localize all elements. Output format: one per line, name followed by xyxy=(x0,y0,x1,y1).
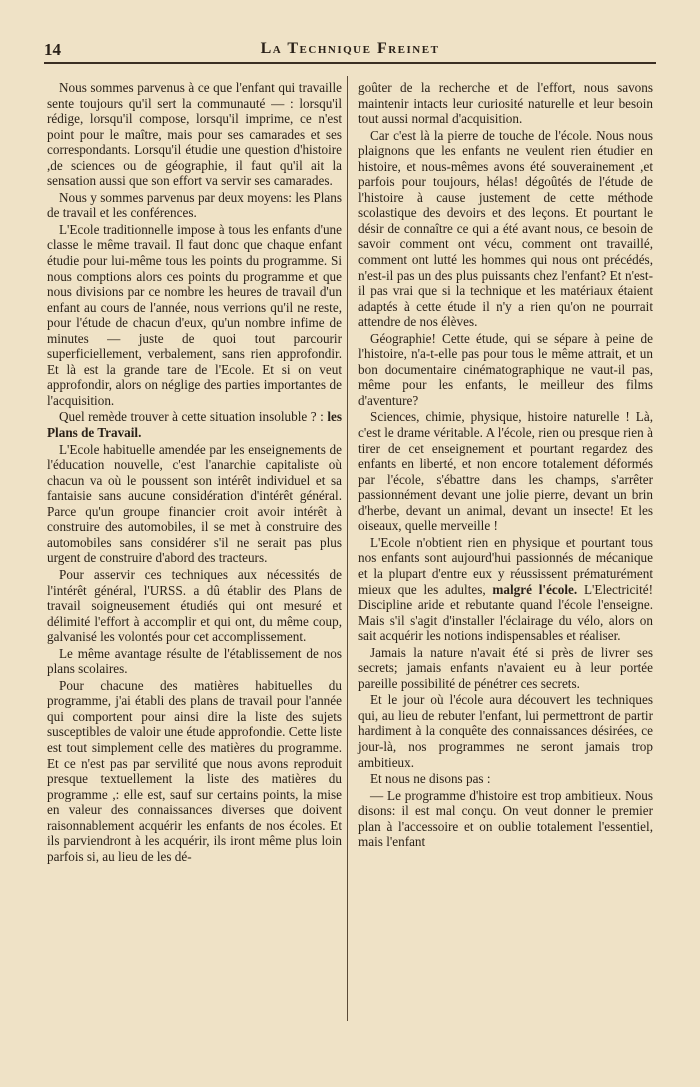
paragraph xyxy=(47,409,342,440)
paragraph xyxy=(358,771,653,787)
paragraph-text: Pour chacune des matières habituelles du programme, j'ai établi des plans de travail pour l'année qui comportent pour ainsi dire la liste des sujets susceptibles de valoir une étude approfondie. Cette liste est tout simplement celle des matières du programme. Et ce n'est pas par servilité que nous avons reproduit presque textuellement la liste des matières du programme ,: elle est, sauf sur certains points, la mise en valeur des connaissances diverses que doivent raisonnablement acquérir les enfants de nos écoles. Et ils parviendront à les acquérir, ils iront même plus loin parfois si, au lieu de les dé- xyxy=(47,677,342,864)
paragraph xyxy=(47,80,342,189)
paragraph xyxy=(358,409,653,533)
paragraph-text: Le même avantage résulte de l'établissement de nos plans scolaires. xyxy=(47,645,342,677)
paragraph-text: Nous sommes parvenus à ce que l'enfant qui travaille sente toujours qu'il sert la communauté — : lorsqu'il rédige, lorsqu'il compose, lorsqu'il imprime, ce n'est point pour le maître, mais pour ses camarades et ses correspondants. Lorsqu'il étudie une question d'histoire ,de sciences ou de géographie, il faut qu'il ait la sensation aussi que son effort va servir ses camarades. xyxy=(47,80,342,189)
paragraph-text: Quel remède trouver à cette situation insoluble ? : xyxy=(59,409,324,425)
paragraph xyxy=(358,788,653,850)
paragraph xyxy=(47,567,342,645)
emphasis-text: malgré l'école. xyxy=(492,581,578,597)
paragraph-text: — Le programme d'histoire est trop ambitieux. Nous disons: il est mal conçu. On veut donner le premier plan à l'accessoire et on oublie totalement l'essentiel, mais l'enfant xyxy=(358,787,653,850)
paragraph-text-continued: L'Electricité! Discipline aride et rebutante quand l'école l'enseigne. Mais s'il s'agit d'installer l'éclairage du vélo, alors on sait acquérir les notions indispensables et réaliser. xyxy=(358,581,653,644)
left-column xyxy=(47,80,342,865)
paragraph xyxy=(47,190,342,221)
paragraph xyxy=(358,645,653,692)
paragraph-text: Et nous ne disons pas : xyxy=(370,771,491,787)
emphasis-text: les Plans de Travail. xyxy=(47,409,342,441)
paragraph xyxy=(47,646,342,677)
column-divider xyxy=(347,76,348,1021)
paragraph-text: Sciences, chimie, physique, histoire naturelle ! Là, c'est le drame véritable. A l'école, rien ou presque rien à tirer de cet enseignement et pourtant regardez des enfants en liberté, et non encore totalement déformés par l'école, s'ébattre dans les champs, s'arrêter passionnément devant une jolie pierre, devant un brin d'herbe, devant un animal, devant un insecte! Et les oiseaux, quelle merveille ! xyxy=(358,409,653,534)
header-rule xyxy=(44,62,656,64)
paragraph xyxy=(47,222,342,409)
paragraph-text: Nous y sommes parvenus par deux moyens: les Plans de travail et les conférences. xyxy=(47,189,342,221)
paragraph xyxy=(47,678,342,865)
page-number: 14 xyxy=(44,40,61,59)
paragraph-text: Géographie! Cette étude, qui se sépare à peine de l'histoire, n'a-t-elle pas pour tous le même attrait, et un bon documentaire cinématographique ne vaut-il pas, même pour les enfants, le meilleur des films d'aventure? xyxy=(358,330,653,408)
paragraph xyxy=(358,331,653,409)
paragraph-text: L'Ecole traditionnelle impose à tous les enfants d'une classe le même travail. Il faut donc que chaque enfant étudie pour lui-même tous les points du programme. Si nous comptions alors ces points du programme et que nous divisions par ce nombre les heures de travail d'un enfant au cours de l'année, nous verrions qu'il ne reste, pour l'étude de chacun d'eux, qu'un nombre infime de minutes — juste de quoi tout parcourir superficiellement, verbalement, sans rien approfondir. Et là est la grande tare de l'Ecole. Et si on veut approfondir, alors on néglige des parties importantes de l'acquisition. xyxy=(47,221,342,408)
right-column xyxy=(358,80,653,851)
paragraph xyxy=(358,535,653,644)
paragraph-text: Car c'est là la pierre de touche de l'école. Nous nous plaignons que les enfants ne veulent rien étudier en histoire, et nous-mêmes avons été souverainement ,et parfois pour toujours, hélas! dégoûtés de l'étude de l'histoire à cause justement de cette méthode scolastique des devoirs et des leçons. Et pourtant le désir de connaître ce qui a été avant nous, ce besoin de savoir comment ont vécu, comment ont travaillé, comment ont lutté les hommes qui nous ont précédés, n'est-il pas un des plus puissants chez l'enfant? Et n'est-il pas vrai que si la technique et les matériaux étaient adaptés à cette étude il n'y a rien qu'on ne pourrait attendre de nos élèves. xyxy=(358,127,653,330)
paragraph-text: Et le jour où l'école aura découvert les techniques qui, au lieu de rebuter l'enfant, lui permettront de partir hardiment à la conquête des connaissances désirées, ce jour-là, nos programmes ne seront jamais trop ambitieux. xyxy=(358,692,653,770)
running-title: La Technique Freinet xyxy=(260,40,440,57)
paragraph-text: goûter de la recherche et de l'effort, nous savons maintenir intacts leur curiosité naturelle et leur besoin tout aussi normal d'acquisition. xyxy=(358,80,653,127)
paragraph xyxy=(47,442,342,566)
paragraph xyxy=(358,80,653,127)
paragraph xyxy=(358,128,653,330)
page-header xyxy=(44,38,656,62)
paragraph-text: L'Ecole n'obtient rien en physique et pourtant tous nos enfants sont aujourd'hui passionnés de mécanique et la plupart d'entre eux y réussissent prématurément mieux que les adultes, xyxy=(358,534,653,597)
paragraph-text: Jamais la nature n'avait été si près de livrer ses secrets; jamais enfants n'avaient eu à leur portée pareille possibilité de pénétrer ces secrets. xyxy=(358,644,653,691)
paragraph xyxy=(358,692,653,770)
paragraph-text: L'Ecole habituelle amendée par les enseignements de l'éducation nouvelle, c'est l'anarchie capitaliste où chacun va où le poussent son intérêt individuel et sa fantaisie sans aucune considération d'intérêt général. Parce qu'un groupe financier croit avoir intérêt à construire des automobiles, il se met à construire des automobiles sans considérer s'il ne serait pas plus urgent de construire d'abord des tracteurs. xyxy=(47,441,342,566)
paragraph-text: Pour asservir ces techniques aux nécessités de l'intérêt général, l'URSS. a dû établir des Plans de travail soigneusement étudiés qui ont mesuré et délimité l'effort à accomplir et qui ont, du même coup, galvanisé les volontés pour cet accomplissement. xyxy=(47,566,342,645)
